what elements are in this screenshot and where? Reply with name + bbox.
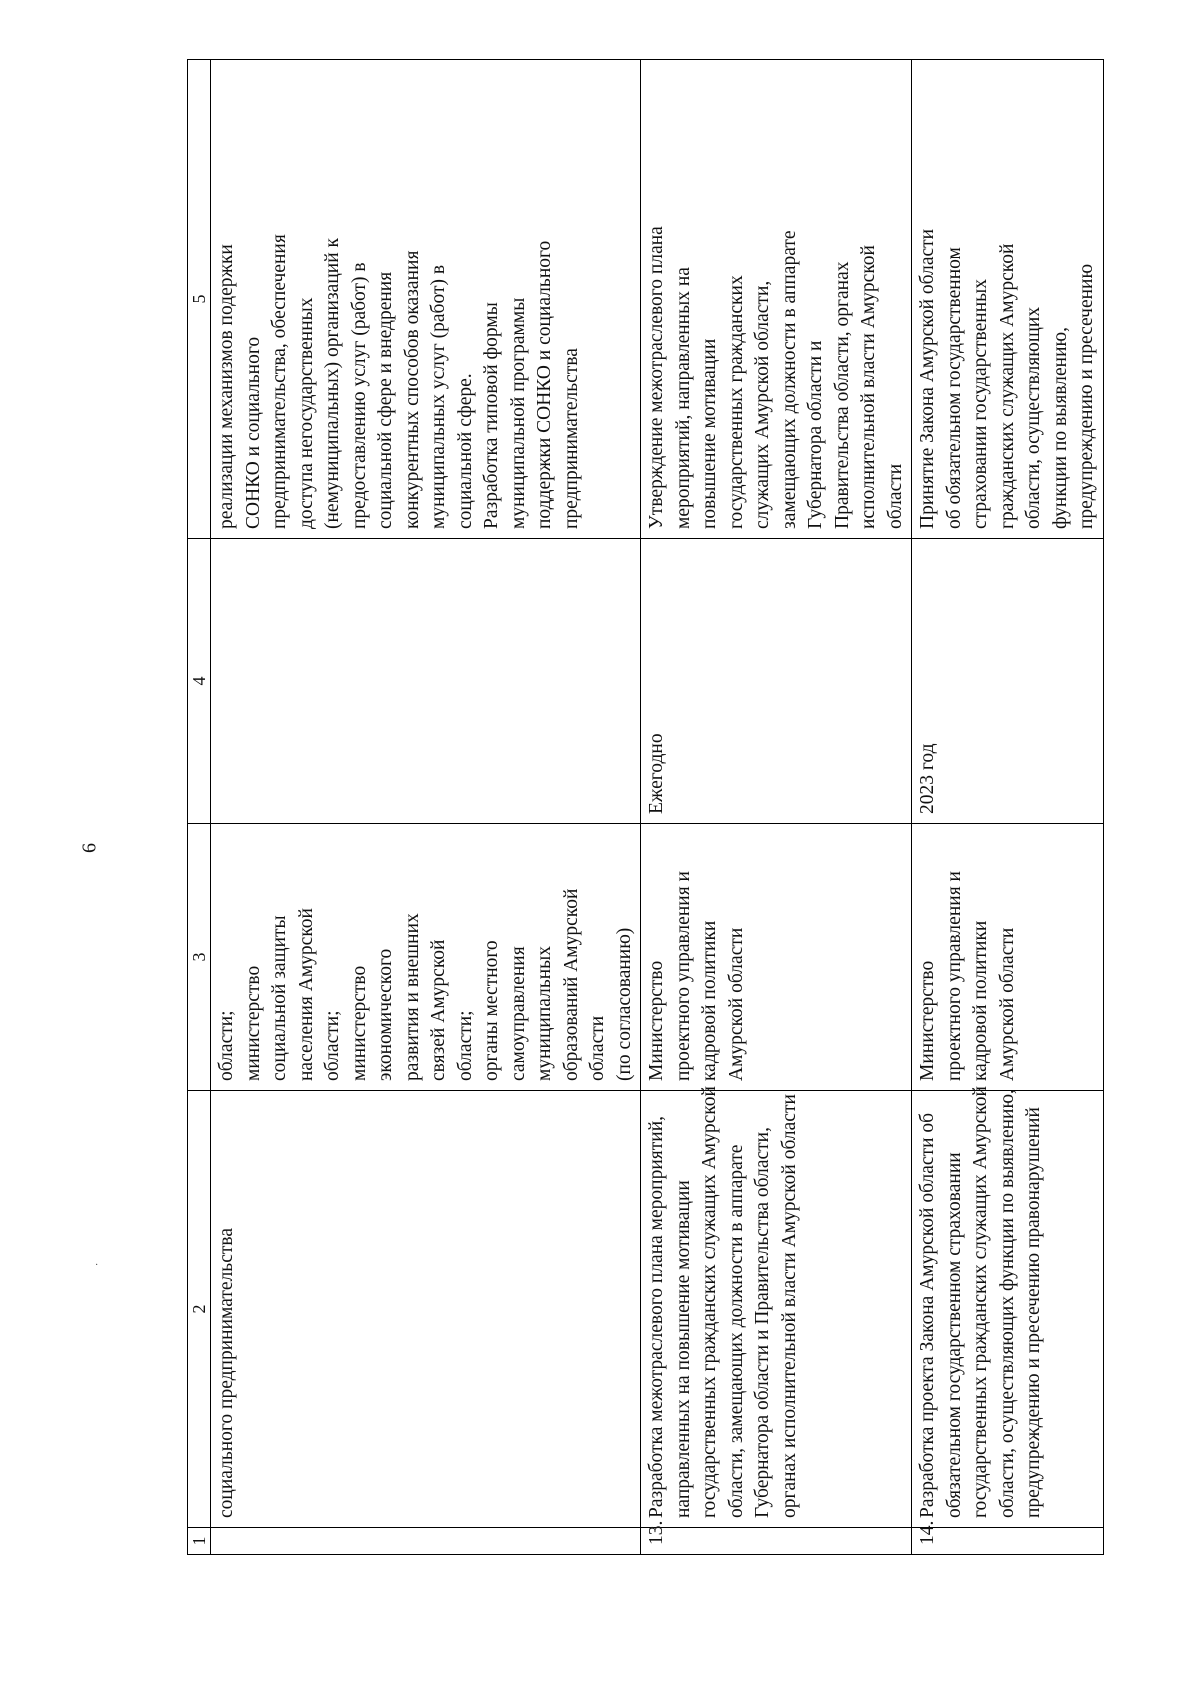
header-cell-1: 1 xyxy=(188,1528,211,1555)
cell-line: министерство xyxy=(242,965,264,1081)
cell-line: конкурентных способов оказания xyxy=(401,250,423,529)
cell-line: области, осуществляющих функции по выявлению, xyxy=(996,1089,1018,1518)
deadline-cell xyxy=(641,539,912,824)
cell-line: гражданских служащих Амурской xyxy=(996,243,1018,529)
cell-line: органы местного xyxy=(481,940,502,1081)
table-row xyxy=(912,60,1104,1555)
cell-line: органах исполнительной власти Амурской области xyxy=(778,1094,800,1518)
cell-line: Ежегодно xyxy=(646,733,667,814)
cell-line: Принятие Закона Амурской области xyxy=(917,228,938,529)
cell-line: населения Амурской xyxy=(295,908,317,1081)
header-cell-2: 2 xyxy=(188,1091,211,1528)
header-cell-4: 4 xyxy=(188,539,211,824)
cell-line: предпринимательства, обеспечения xyxy=(269,234,290,529)
cell-line: 2023 год xyxy=(917,743,938,814)
cell-line: области xyxy=(587,1015,608,1081)
cell-line: Амурской области xyxy=(725,927,747,1081)
cell-line: доступа негосударственных xyxy=(295,297,317,529)
cell-line: кадровой политики xyxy=(699,920,720,1081)
cell-line: Разработка межотраслевого плана мероприятий, xyxy=(646,1115,667,1518)
header-cell-5: 5 xyxy=(188,60,211,539)
scan-speck: · xyxy=(95,1260,99,1271)
executor-cell xyxy=(641,824,912,1091)
cell-line: повышение мотивации xyxy=(699,338,720,529)
cell-line: социального предпринимательства xyxy=(216,1228,237,1518)
cell-line: служащих Амурской области, xyxy=(752,280,773,529)
cell-line: страховании государственных xyxy=(970,278,991,529)
executor-cell xyxy=(211,824,641,1091)
plan-table xyxy=(187,59,1104,1555)
cell-line: Утверждение межотраслевого плана xyxy=(646,226,667,529)
table-row xyxy=(211,60,641,1555)
cell-line: области; xyxy=(216,1010,237,1081)
cell-line: министерство xyxy=(348,965,370,1081)
cell-line: замещающих должности в аппарате xyxy=(778,230,800,529)
cell-line: социальной сфере. xyxy=(454,373,476,529)
task-cell xyxy=(912,1086,1104,1528)
cell-line: муниципальной программы xyxy=(507,297,529,529)
cell-line: Министерство xyxy=(917,960,938,1081)
cell-line: обязательном государственном страховании xyxy=(943,1152,965,1518)
row-number-cell: 14. xyxy=(912,1528,1104,1555)
cell-line: проектного управления и xyxy=(672,871,694,1081)
page-number: 6 xyxy=(78,843,101,853)
cell-line: об обязательном государственном xyxy=(943,247,965,529)
task-cell xyxy=(211,1091,641,1528)
result-cell xyxy=(912,60,1104,539)
result-cell xyxy=(211,60,641,539)
row-number-cell: 13. xyxy=(641,1528,912,1555)
cell-line: направленных на повышение мотивации xyxy=(672,1180,694,1518)
cell-line: социальной защиты xyxy=(269,915,290,1081)
cell-line: предпринимательства xyxy=(560,348,582,529)
cell-line: области; xyxy=(454,1010,476,1081)
cell-line: (немуниципальных) организаций к xyxy=(322,238,343,529)
cell-line: поддержки СОНКО и социального xyxy=(534,240,555,529)
cell-line: муниципальных xyxy=(534,945,555,1081)
cell-line: развития и внешних xyxy=(401,913,423,1081)
cell-line: государственных гражданских служащих Амурской xyxy=(699,1086,720,1518)
cell-line: Губернатора области и Правительства области, xyxy=(752,1127,773,1518)
cell-line: экономического xyxy=(375,948,396,1081)
cell-line: области xyxy=(884,463,906,529)
deadline-cell xyxy=(211,539,641,824)
cell-line: Губернатора области и xyxy=(805,340,826,529)
cell-line: муниципальных услуг (работ) в xyxy=(428,264,449,529)
cell-line: образований Амурской xyxy=(560,888,582,1081)
cell-line: проектного управления и xyxy=(943,871,965,1081)
cell-line: предупреждению и пресечению правонарушений xyxy=(1023,1107,1044,1518)
cell-line: Разработка проекта Закона Амурской области об xyxy=(917,1112,938,1518)
table-row xyxy=(641,60,912,1555)
cell-line: области, осуществляющих xyxy=(1023,306,1044,529)
cell-line: предоставлению услуг (работ) в xyxy=(348,262,370,529)
cell-line: государственных гражданских xyxy=(725,275,747,529)
result-cell xyxy=(641,60,912,539)
rotated-table-container xyxy=(187,60,1097,1555)
cell-line: социальной сфере и внедрения xyxy=(375,271,396,529)
cell-line: реализации механизмов подержки xyxy=(216,244,237,529)
cell-line: СОНКО и социального xyxy=(242,336,264,529)
cell-line: самоуправления xyxy=(507,946,529,1081)
executor-cell xyxy=(912,824,1104,1091)
cell-line: предупреждению и пресечению xyxy=(1076,263,1097,529)
cell-line: функции по выявлению, xyxy=(1049,327,1071,529)
cell-line: мероприятий, направленных на xyxy=(672,267,694,529)
cell-line: исполнительной власти Амурской xyxy=(858,245,879,529)
cell-line: области, замещающих должности в аппарате xyxy=(725,1144,747,1518)
cell-line: (по согласованию) xyxy=(613,927,635,1081)
cell-line: области; xyxy=(322,1010,343,1081)
cell-line: Разработка типовой формы xyxy=(481,302,502,529)
header-cell-3: 3 xyxy=(188,824,211,1091)
cell-line: связей Амурской xyxy=(428,939,449,1081)
cell-line: Правительства области, органах xyxy=(831,261,853,529)
deadline-cell xyxy=(912,539,1104,824)
row-number-cell xyxy=(211,1528,641,1555)
cell-line: Амурской области xyxy=(996,927,1018,1081)
task-cell xyxy=(641,1086,912,1528)
cell-line: Министерство xyxy=(646,960,667,1081)
cell-line: государственных гражданских служащих Амурской xyxy=(970,1086,991,1518)
table-header-row xyxy=(188,60,211,1555)
cell-line: кадровой политики xyxy=(970,920,991,1081)
